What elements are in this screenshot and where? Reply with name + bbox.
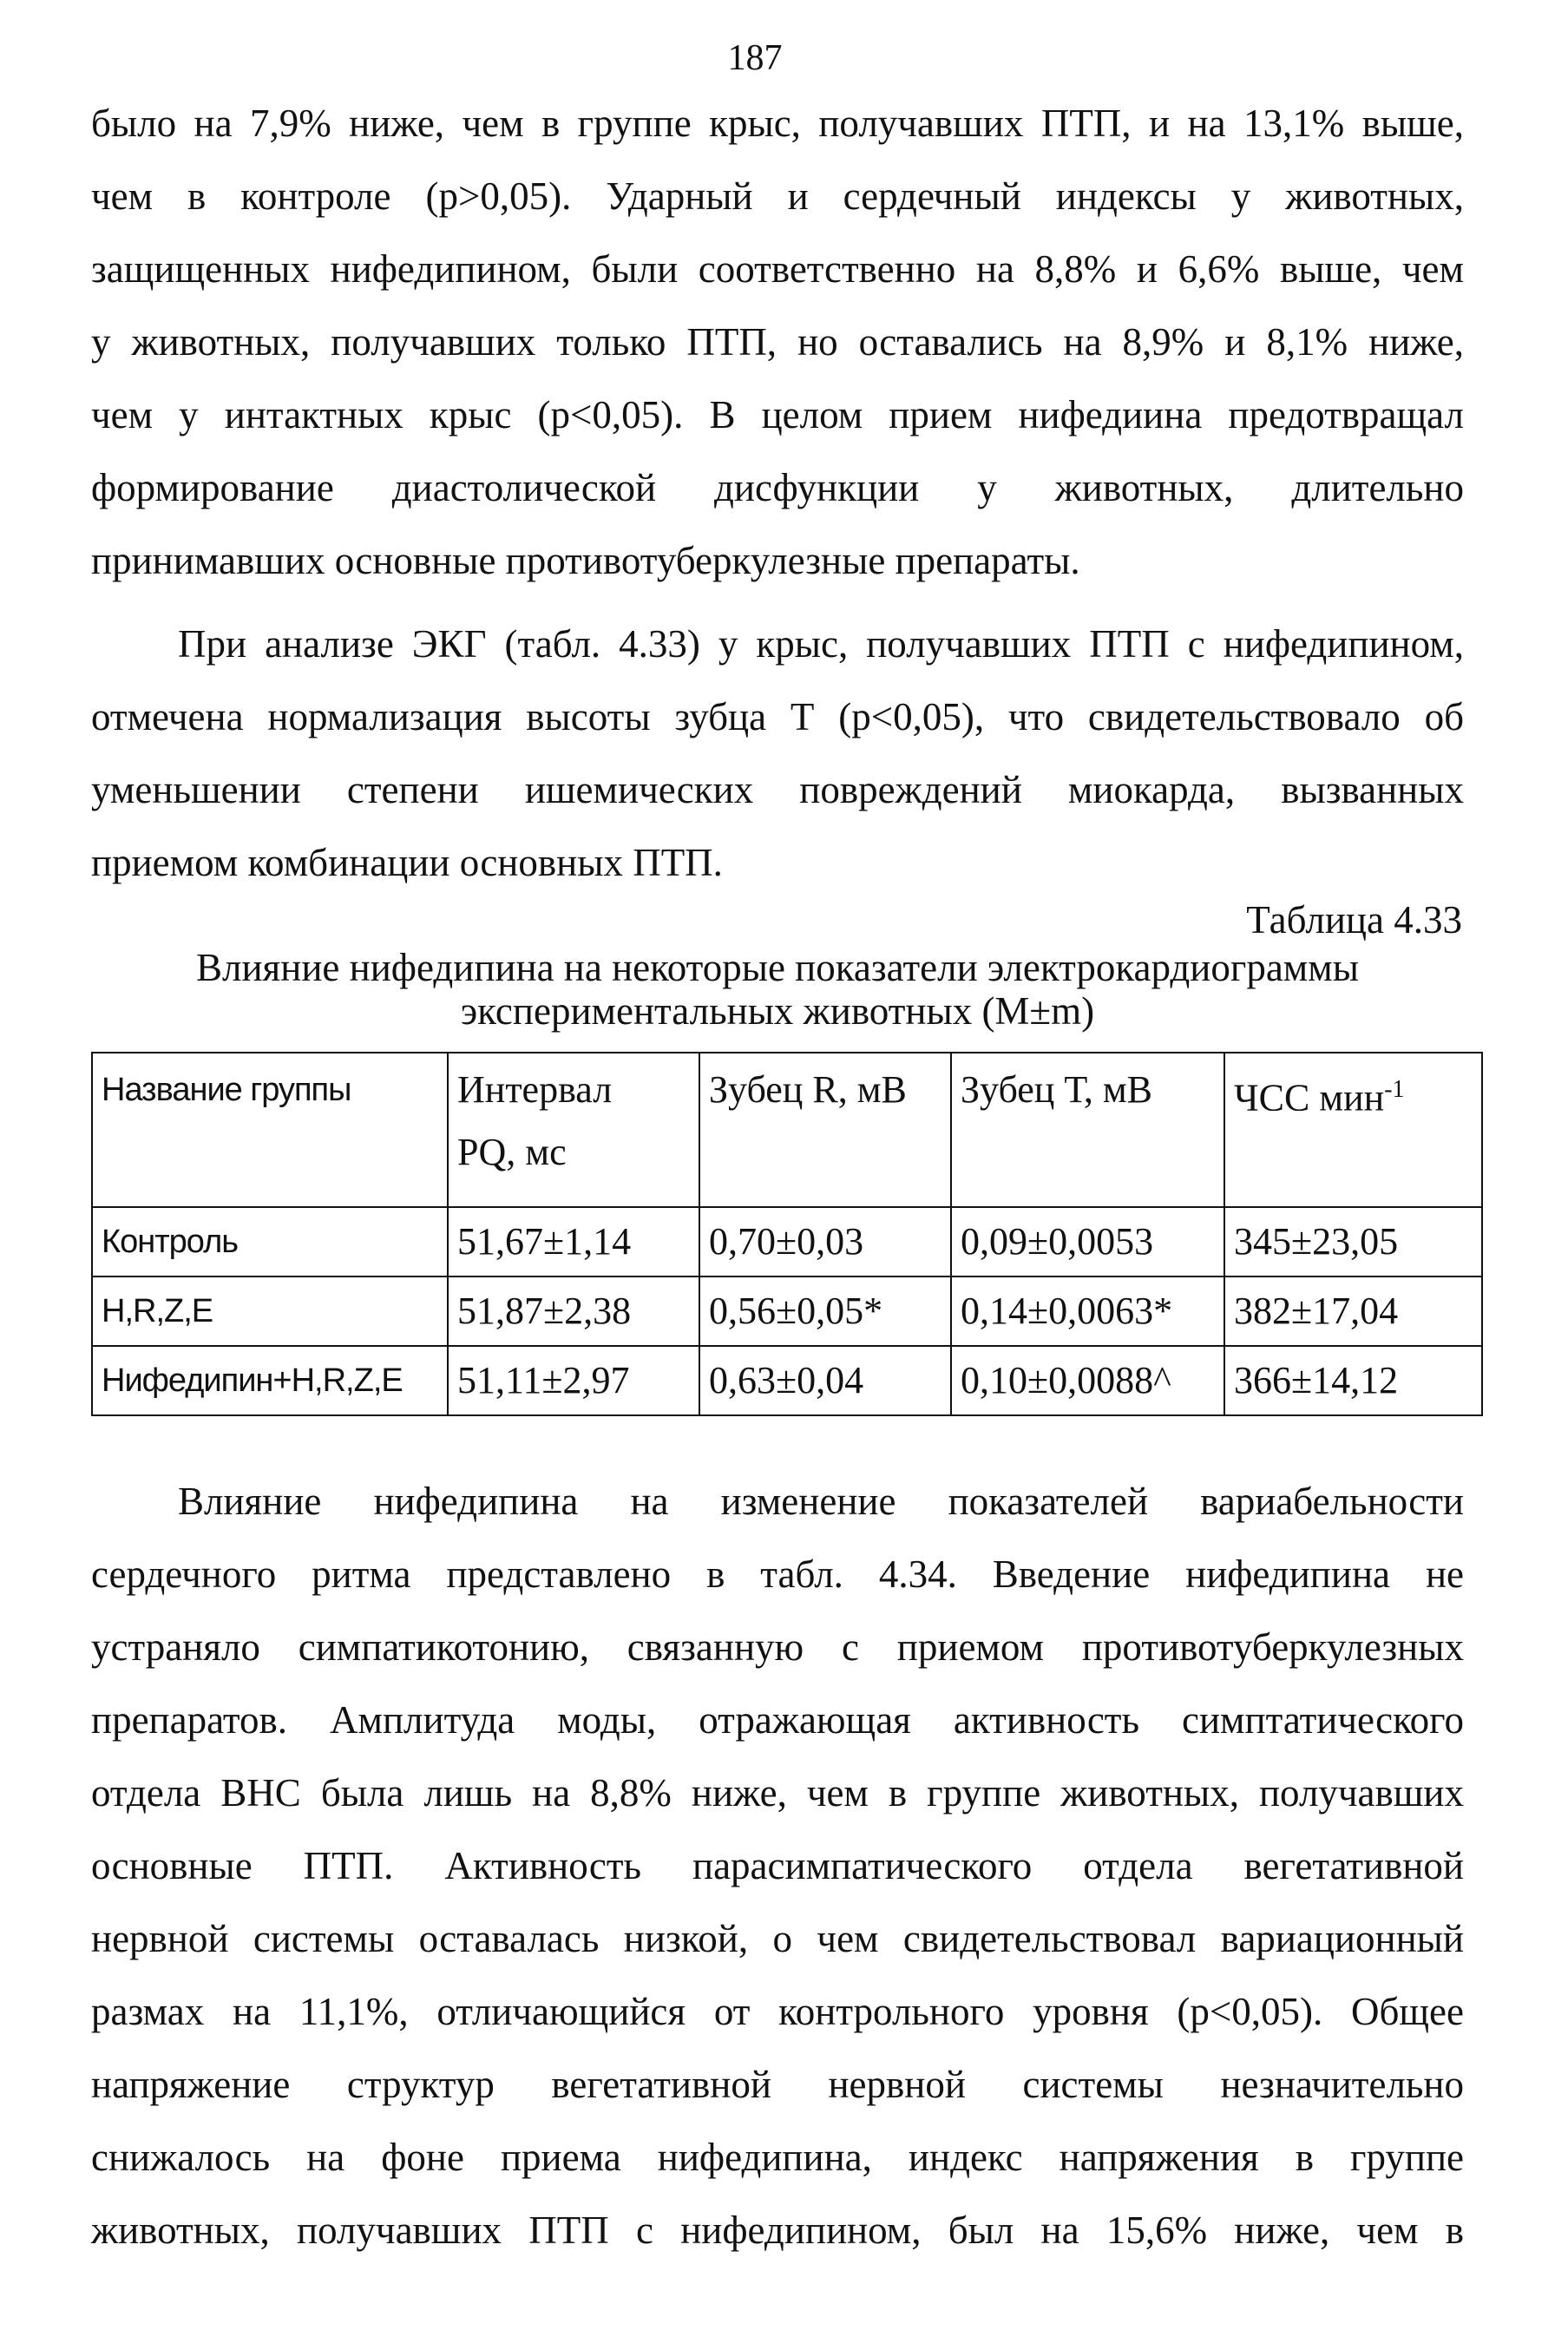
- cell-t: 0,14±0,0063*: [951, 1277, 1224, 1346]
- text-line: чем у интактных крыс (р<0,05). В целом прием нифедиина предотвращал: [91, 393, 1464, 436]
- cell-t: 0,09±0,0053: [951, 1207, 1224, 1277]
- table-row: [92, 1207, 1482, 1277]
- header-pq-line2: PQ, мс: [457, 1131, 567, 1173]
- text-line: Влияние нифедипина на изменение показателей вариабельности: [178, 1480, 1464, 1523]
- header-heart-rate-label: ЧСС мин: [1234, 1076, 1385, 1119]
- table-row: [92, 1346, 1482, 1415]
- cell-group: Нифедипин+H,R,Z,E: [92, 1346, 448, 1415]
- cell-r: 0,70±0,03: [699, 1207, 951, 1277]
- header-group: Название группы: [92, 1053, 448, 1207]
- cell-group: Контроль: [92, 1207, 448, 1277]
- text-line: отмечена нормализация высоты зубца Т (р<0,05), что свидетельствовало об: [91, 695, 1464, 738]
- table-row: [92, 1277, 1482, 1346]
- cell-pq: 51,67±1,14: [448, 1207, 699, 1277]
- paragraph-3: [91, 1465, 1464, 2267]
- table-title-line: Влияние нифедипина на некоторые показатели электрокардиограммы: [196, 946, 1359, 989]
- table-header-row: [92, 1053, 1482, 1207]
- header-t-wave: Зубец Т, мВ: [951, 1053, 1224, 1207]
- ecg-table: [91, 1052, 1483, 1416]
- cell-hr: 382±17,04: [1224, 1277, 1482, 1346]
- header-r-wave: Зубец R, мВ: [699, 1053, 951, 1207]
- text-line: уменьшении степени ишемических повреждений миокарда, вызванных: [91, 768, 1464, 811]
- text-line: у животных, получавших только ПТП, но оставались на 8,9% и 8,1% ниже,: [91, 320, 1464, 364]
- text-line: сердечного ритма представлено в табл. 4.34. Введение нифедипина не: [91, 1552, 1464, 1596]
- cell-hr: 345±23,05: [1224, 1207, 1482, 1277]
- header-pq: [448, 1053, 699, 1207]
- text-line: формирование диастолической дисфункции у животных, длительно: [91, 466, 1464, 509]
- cell-r: 0,56±0,05*: [699, 1277, 951, 1346]
- text-line: чем в контроле (р>0,05). Ударный и сердечный индексы у животных,: [91, 174, 1464, 218]
- text-line: При анализе ЭКГ (табл. 4.33) у крыс, получавших ПТП с нифедипином,: [178, 622, 1464, 666]
- header-pq-line1: Интервал: [457, 1068, 613, 1111]
- text-line: размах на 11,1%, отличающийся от контрольного уровня (р<0,05). Общее: [91, 1990, 1464, 2033]
- text-line: нервной системы оставалась низкой, о чем свидетельствовал вариационный: [91, 1917, 1464, 1960]
- text-line: препаратов. Амплитуда моды, отражающая активность симптатического: [91, 1698, 1464, 1742]
- header-heart-rate: [1224, 1053, 1482, 1207]
- text-line: снижалось на фоне приема нифедипина, индекс напряжения в группе: [91, 2136, 1464, 2179]
- table-title: [91, 946, 1464, 1033]
- cell-r: 0,63±0,04: [699, 1346, 951, 1415]
- header-heart-rate-exponent: -1: [1384, 1076, 1405, 1103]
- cell-group: H,R,Z,E: [92, 1277, 448, 1346]
- text-line: животных, получавших ПТП с нифедипином, был на 15,6% ниже, чем в: [91, 2208, 1464, 2252]
- text-line: принимавших основные противотуберкулезные препараты.: [91, 539, 1080, 582]
- text-line: было на 7,9% ниже, чем в группе крыс, получавших ПТП, и на 13,1% выше,: [91, 102, 1464, 145]
- text-line: защищенных нифедипином, были соответственно на 8,8% и 6,6% выше, чем: [91, 247, 1464, 291]
- paragraph-1: [91, 87, 1464, 597]
- text-line: напряжение структур вегетативной нервной системы незначительно: [91, 2063, 1464, 2106]
- text-line: устраняло симпатикотонию, связанную с приемом противотуберкулезных: [91, 1625, 1464, 1669]
- text-line: отдела ВНС была лишь на 8,8% ниже, чем в группе животных, получавших: [91, 1771, 1464, 1815]
- text-line: приемом комбинации основных ПТП.: [91, 841, 723, 884]
- text-line: основные ПТП. Активность парасимпатического отдела вегетативной: [91, 1844, 1464, 1887]
- cell-hr: 366±14,12: [1224, 1346, 1482, 1415]
- paragraph-2: [91, 607, 1464, 899]
- cell-pq: 51,11±2,97: [448, 1346, 699, 1415]
- table-title-line: экспериментальных животных (M±m): [460, 989, 1095, 1033]
- cell-t: 0,10±0,0088^: [951, 1346, 1224, 1415]
- cell-pq: 51,87±2,38: [448, 1277, 699, 1346]
- page-number: 187: [727, 38, 783, 78]
- table-label: Таблица 4.33: [1246, 898, 1462, 942]
